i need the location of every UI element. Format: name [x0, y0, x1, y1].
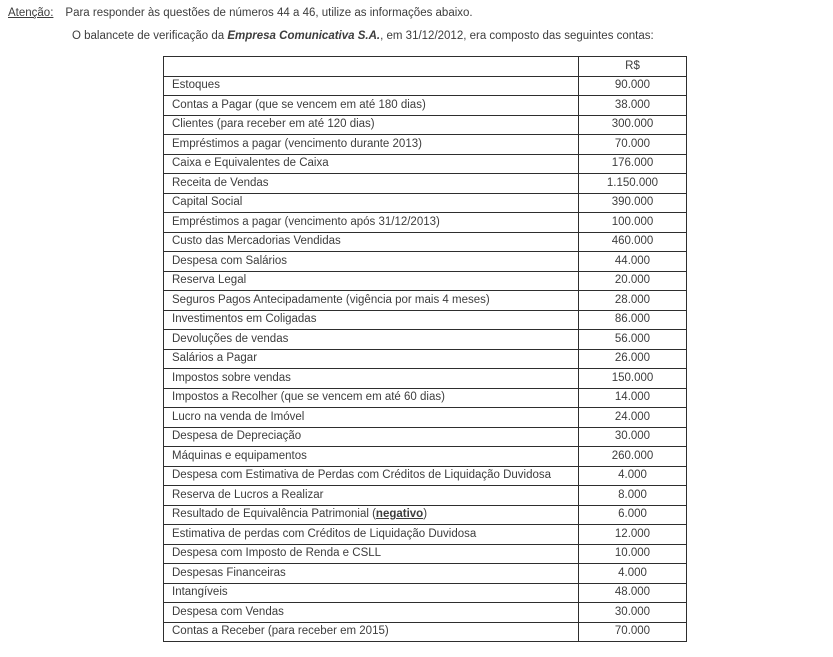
account-cell: Devoluções de vendas [164, 330, 579, 350]
account-cell: Estimativa de perdas com Créditos de Liquidação Duvidosa [164, 525, 579, 545]
value-cell: 20.000 [579, 271, 687, 291]
value-cell: 176.000 [579, 154, 687, 174]
attention-instruction: Para responder às questões de números 44 a 46, utilize as informações abaixo. [65, 7, 473, 19]
table-row [164, 622, 687, 642]
value-cell: 1.150.000 [579, 174, 687, 194]
value-cell: 8.000 [579, 486, 687, 506]
value-cell: 4.000 [579, 564, 687, 584]
value-cell: 30.000 [579, 427, 687, 447]
account-cell: Reserva Legal [164, 271, 579, 291]
account-cell: Lucro na venda de Imóvel [164, 408, 579, 428]
value-cell: 44.000 [579, 252, 687, 272]
table-row [164, 603, 687, 623]
attention-line [0, 0, 833, 20]
value-cell: 260.000 [579, 447, 687, 467]
intro-prefix: O balancete de verificação da [72, 30, 228, 42]
value-cell: 10.000 [579, 544, 687, 564]
table-row [164, 330, 687, 350]
table-header-row [164, 57, 687, 77]
account-cell: Contas a Pagar (que se vencem em até 180 dias) [164, 96, 579, 116]
empty-header-cell [164, 57, 579, 77]
table-row [164, 369, 687, 389]
account-cell: Impostos sobre vendas [164, 369, 579, 389]
table-row [164, 96, 687, 116]
table-row [164, 135, 687, 155]
table-row [164, 193, 687, 213]
value-cell: 6.000 [579, 505, 687, 525]
account-cell: Contas a Receber (para receber em 2015) [164, 622, 579, 642]
value-cell: 4.000 [579, 466, 687, 486]
value-cell: 150.000 [579, 369, 687, 389]
value-cell: 24.000 [579, 408, 687, 428]
currency-header-cell: R$ [579, 57, 687, 77]
intro-suffix: , em 31/12/2012, era composto das seguintes contas: [380, 30, 654, 42]
account-cell: Receita de Vendas [164, 174, 579, 194]
account-cell: Estoques [164, 76, 579, 96]
account-cell: Despesa de Depreciação [164, 427, 579, 447]
table-body [164, 76, 687, 642]
table-row [164, 115, 687, 135]
table-row [164, 291, 687, 311]
account-cell: Despesa com Estimativa de Perdas com Créditos de Liquidação Duvidosa [164, 466, 579, 486]
company-name: Empresa Comunicativa S.A. [227, 30, 381, 42]
table-row [164, 583, 687, 603]
table-row [164, 564, 687, 584]
value-cell: 26.000 [579, 349, 687, 369]
value-cell: 28.000 [579, 291, 687, 311]
table-row [164, 232, 687, 252]
value-cell: 90.000 [579, 76, 687, 96]
table-row [164, 154, 687, 174]
value-cell: 30.000 [579, 603, 687, 623]
value-cell: 70.000 [579, 622, 687, 642]
table-row [164, 427, 687, 447]
account-cell: Impostos a Recolher (que se vencem em até 60 dias) [164, 388, 579, 408]
account-cell: Reserva de Lucros a Realizar [164, 486, 579, 506]
table-row [164, 408, 687, 428]
account-cell: Despesa com Imposto de Renda e CSLL [164, 544, 579, 564]
value-cell: 48.000 [579, 583, 687, 603]
value-cell: 56.000 [579, 330, 687, 350]
value-cell: 12.000 [579, 525, 687, 545]
emphasized-term: negativo [375, 508, 424, 520]
table-row [164, 213, 687, 233]
account-cell: Despesas Financeiras [164, 564, 579, 584]
table-row [164, 544, 687, 564]
trial-balance-table [163, 56, 687, 642]
table-row [164, 252, 687, 272]
value-cell: 100.000 [579, 213, 687, 233]
account-cell: Resultado de Equivalência Patrimonial (negativo) [164, 505, 579, 525]
account-cell: Seguros Pagos Antecipadamente (vigência por mais 4 meses) [164, 291, 579, 311]
account-cell: Despesa com Salários [164, 252, 579, 272]
account-cell: Capital Social [164, 193, 579, 213]
table-row [164, 271, 687, 291]
table-row [164, 486, 687, 506]
account-cell: Despesa com Vendas [164, 603, 579, 623]
value-cell: 300.000 [579, 115, 687, 135]
value-cell: 390.000 [579, 193, 687, 213]
account-cell: Empréstimos a pagar (vencimento durante 2013) [164, 135, 579, 155]
value-cell: 38.000 [579, 96, 687, 116]
table-row [164, 466, 687, 486]
table-row [164, 447, 687, 467]
account-cell: Intangíveis [164, 583, 579, 603]
attention-label: Atenção: [8, 7, 54, 19]
value-cell: 86.000 [579, 310, 687, 330]
account-cell: Investimentos em Coligadas [164, 310, 579, 330]
account-cell: Empréstimos a pagar (vencimento após 31/12/2013) [164, 213, 579, 233]
table-row [164, 174, 687, 194]
account-cell: Clientes (para receber em até 120 dias) [164, 115, 579, 135]
account-cell: Custo das Mercadorias Vendidas [164, 232, 579, 252]
account-cell: Máquinas e equipamentos [164, 447, 579, 467]
value-cell: 70.000 [579, 135, 687, 155]
account-cell: Salários a Pagar [164, 349, 579, 369]
table-row [164, 505, 687, 525]
account-cell: Caixa e Equivalentes de Caixa [164, 154, 579, 174]
table-row [164, 76, 687, 96]
table-row [164, 310, 687, 330]
value-cell: 460.000 [579, 232, 687, 252]
table-row [164, 349, 687, 369]
table-row [164, 388, 687, 408]
table-row [164, 525, 687, 545]
value-cell: 14.000 [579, 388, 687, 408]
intro-line [0, 30, 833, 43]
